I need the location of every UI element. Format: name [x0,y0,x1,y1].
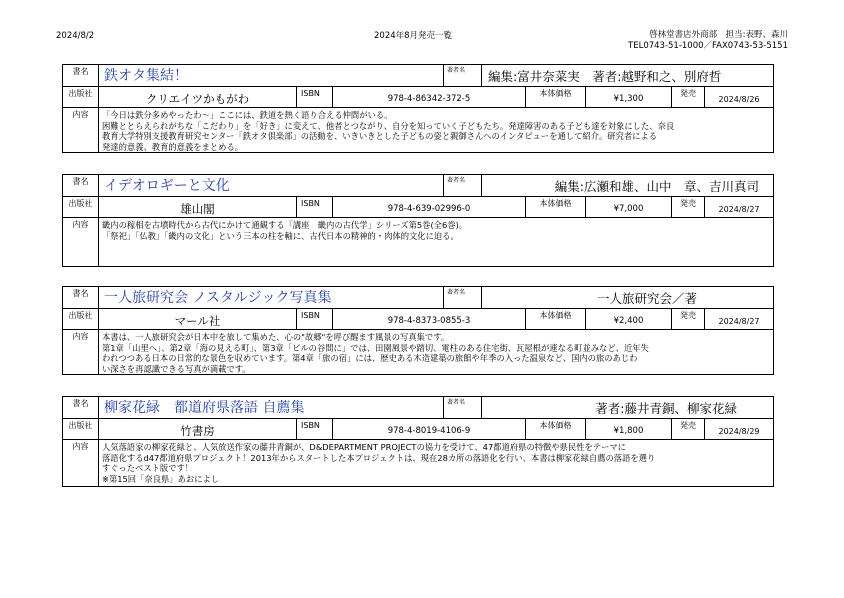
book-entry [62,64,774,153]
info-row [63,419,773,440]
title-row [63,65,773,87]
page-title: 2024年8月発売一覧 [374,31,453,41]
store-contact [628,30,788,52]
description-line: 人気落語家の柳家花緑と、人気放送作家の藤井青銅が、D&DEPARTMENT PROJECTの協力を受けて、47都道府県の特徴や県民性をテーマに [102,442,626,452]
book-entry [62,396,774,487]
book-author: 編集:富井奈菜実 著者:越野和之、別府哲 [488,69,722,84]
title-row [63,397,773,419]
store-contact-line2: TEL0743-51-1000／FAX0743-53-5151 [628,41,788,51]
isbn-label: ISBN [297,419,333,439]
isbn-label: ISBN [297,197,333,217]
isbn-label: ISBN [297,309,333,329]
book-publisher: 雄山閣 [99,197,297,217]
content-label: 内容 [63,218,99,266]
info-row [63,197,773,218]
description-line: 教育大学特別支援教育研究センター「鉄オタ倶楽部」の活動を、いきいきとした子どもの姿と親御さんへのインタビューを通して紹介。研究者による [102,131,658,141]
book-price: ¥7,000 [586,197,672,217]
book-author: 一人旅研究会／著 [596,291,697,306]
book-release-date: 2024/8/29 [718,427,760,436]
author-label: 著者名 [444,175,482,196]
book-description [99,108,773,152]
isbn-label: ISBN [297,87,333,107]
book-description [99,440,773,486]
book-price: ¥1,300 [586,87,672,107]
content-row [63,218,773,266]
title-row [63,175,773,197]
book-publisher: 竹書房 [99,419,297,439]
book-author: 著者:藤井青銅、柳家花緑 [595,401,737,416]
description-line: 畿内の稼相を古墳時代から古代にかけて通観する「講座 畿内の古代学」シリーズ第5巻(全6巻)。 [102,220,468,230]
description-line: 落語化するd47都道府県プロジェクト！2013年からスタートした本プロジェクトは、現在28カ所の落語化を行い、本書は柳家花緑自薦の落語を選り [102,452,656,463]
store-contact-line1: 啓林堂書店外商部 担当:表野、森川 [649,30,788,40]
title-label: 書名 [63,287,99,308]
publisher-label: 出版社 [63,197,99,217]
description-line: い深さを再認識できる写真が満載です。 [102,363,251,374]
description-line: 「今日は鉄分多めやったわ～」ここには、鉄道を熱く語り合える仲間がいる。 [102,110,393,120]
description-line: われつつある日本の日常的な景色を収めています。第4章「旅の宿」には、歴史ある木造建築の旅館や年季の入った温泉など、国内の旅のあじわ [102,353,638,363]
book-title: イデオロギーと文化 [99,175,444,196]
description-line: 発達的意義、教育的意義をまとめる。 [102,141,244,152]
publisher-label: 出版社 [63,419,99,439]
release-label: 発売 [672,197,705,217]
book-author: 編集:広瀬和雄、山中 章、吉川真司 [554,179,759,194]
author-label: 著者名 [444,65,482,86]
info-row [63,87,773,108]
price-label: 本体価格 [526,87,586,107]
author-label: 著者名 [444,397,482,418]
title-row [63,287,773,309]
title-label: 書名 [63,175,99,196]
book-release-date: 2024/8/27 [718,317,760,326]
book-price: ¥1,800 [586,419,672,439]
book-isbn: 978-4-639-02996-0 [333,197,526,217]
description-line: 第1章「山里へ」、第2章「海の見える町」、第3章「ビルの谷間に」では、田園風景や踏切、電柱のある住宅街、瓦屋根が連なる町並みなど、近年失 [102,342,649,353]
book-isbn: 978-4-86342-372-5 [333,87,526,107]
content-row [63,330,773,374]
book-publisher: クリエイツかもがわ [99,87,297,107]
release-label: 発売 [672,87,705,107]
content-label: 内容 [63,108,99,152]
book-release-date: 2024/8/27 [718,205,760,214]
list-date: 2024/8/2 [56,31,95,41]
book-publisher: マール社 [99,309,297,329]
book-entry [62,174,774,267]
content-row [63,440,773,486]
description-line: すぐったベスト版です！ [102,463,194,473]
book-price: ¥2,400 [586,309,672,329]
content-label: 内容 [63,440,99,486]
price-label: 本体価格 [526,197,586,217]
title-label: 書名 [63,65,99,86]
book-title: 一人旅研究会 ノスタルジック写真集 [99,287,444,308]
book-title: 柳家花緑 都道府県落語 自薦集 [99,397,444,418]
book-title: 鉄オタ集結！ [99,65,444,86]
author-label: 著者名 [444,287,482,308]
publisher-label: 出版社 [63,309,99,329]
content-label: 内容 [63,330,99,374]
publisher-label: 出版社 [63,87,99,107]
info-row [63,309,773,330]
description-line: 困難ととらえられがちな「こだわり」を「好き」に変えて、他者とつながり、自分を知っていく子どもたち。発達障害のある子ども達を対象にした、奈良 [102,120,675,131]
content-row [63,108,773,152]
price-label: 本体価格 [526,419,586,439]
release-label: 発売 [672,419,705,439]
title-label: 書名 [63,397,99,418]
book-isbn: 978-4-8019-4106-9 [333,419,526,439]
book-description [99,330,773,374]
book-entry [62,286,774,375]
book-isbn: 978-4-8373-0855-3 [333,309,526,329]
description-line: 本書は、一人旅研究会が日本中を旅して集めた、心の"故郷"を呼び醒ます風景の写真集です。 [102,332,450,342]
price-label: 本体価格 [526,309,586,329]
book-description [99,218,773,266]
description-line: 「祭祀」「仏教」「畿内の文化」という三本の柱を軸に、古代日本の精神的・肉体的文化に迫る。 [102,230,459,241]
release-label: 発売 [672,309,705,329]
book-release-date: 2024/8/26 [718,95,760,104]
description-line: ※第15回「奈良県」あおによし [102,473,220,484]
